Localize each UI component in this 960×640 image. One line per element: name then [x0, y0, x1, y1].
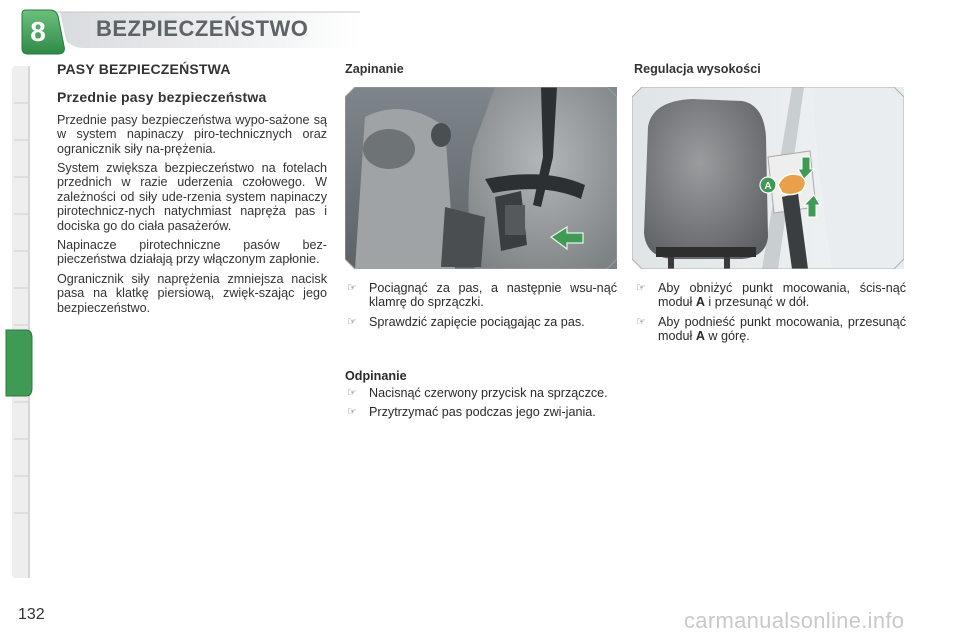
column-height-adjustment	[634, 62, 906, 76]
fastening-heading: Zapinanie	[345, 62, 404, 76]
pointing-hand-icon: ☞	[347, 387, 357, 399]
pointing-hand-icon: ☞	[347, 406, 357, 419]
module-ref: A	[695, 295, 705, 310]
section-title: PASY BEZPIECZEŃSTWA	[57, 61, 231, 77]
height-adjust-heading: Regulacja wysokości	[634, 62, 761, 76]
module-label: A	[764, 181, 772, 192]
chapter-index-tabs[interactable]	[0, 66, 40, 578]
pointing-hand-icon: ☞	[347, 282, 357, 294]
subsection-title: Przednie pasy bezpieczeństwa	[57, 89, 267, 106]
column-intro	[57, 62, 327, 320]
paragraph: Napinacze pirotechniczne pasów bez-pieczeństwa działają przy włączonym zapłonie.	[57, 238, 327, 267]
paragraph: Przednie pasy bezpieczeństwa wypo-sażone są w system napinaczy piro-technicznych oraz ogranicznik siły na-prężenia.	[57, 112, 327, 156]
page-title: BEZPIECZEŃSTWO	[96, 16, 309, 41]
page-number: 132	[18, 606, 45, 623]
seatbelt-buckle-illustration	[345, 87, 617, 269]
list-item: ☞ Pociągnąć za pas, a następnie wsu-nąć klamrę do sprzączki.	[347, 281, 617, 310]
unbuckle-steps	[345, 386, 617, 425]
pointing-hand-icon: ☞	[347, 315, 357, 328]
list-item: ☞ Sprawdzić zapięcie pociągając za pas.	[347, 314, 585, 329]
list-item: ☞ Aby podnieść punkt mocowania, przesunąć moduł A w górę.	[636, 314, 906, 344]
paragraph: Ogranicznik siły naprężenia zmniejsza nacisk pasa na klatkę piersiową, zwięk-szając jego bezpieczeństwo.	[57, 271, 327, 315]
belt-height-adjuster-illustration	[632, 87, 904, 269]
watermark: carmanualsonline.info	[684, 608, 905, 633]
paragraph: System zwiększa bezpieczeństwo na fotelach przednich w razie uderzenia czołowego. W zależności od siły ude-rzenia system napinaczy pirotechnicz-nych natychmiast napręża pas i dociska go do ciała pasażerów.	[57, 161, 327, 233]
header-bar	[0, 0, 960, 50]
height-adjust-steps	[634, 281, 906, 349]
list-item: ☞ Przytrzymać pas podczas jego zwi-jania.	[347, 405, 596, 420]
list-item: ☞ Nacisnąć czerwony przycisk na sprzączce.	[347, 386, 608, 400]
pointing-hand-icon: ☞	[636, 282, 646, 294]
pointing-hand-icon: ☞	[636, 315, 646, 328]
column-fastening	[345, 62, 617, 76]
list-item: ☞ Aby obniżyć punkt mocowania, ścis-nąć moduł A i przesunąć w dół.	[636, 281, 906, 310]
unbuckle-heading: Odpinanie	[345, 369, 407, 383]
fastening-steps	[345, 281, 617, 334]
module-ref: A	[695, 329, 705, 344]
chapter-number: 8	[30, 16, 46, 47]
active-chapter-tab	[6, 330, 32, 396]
